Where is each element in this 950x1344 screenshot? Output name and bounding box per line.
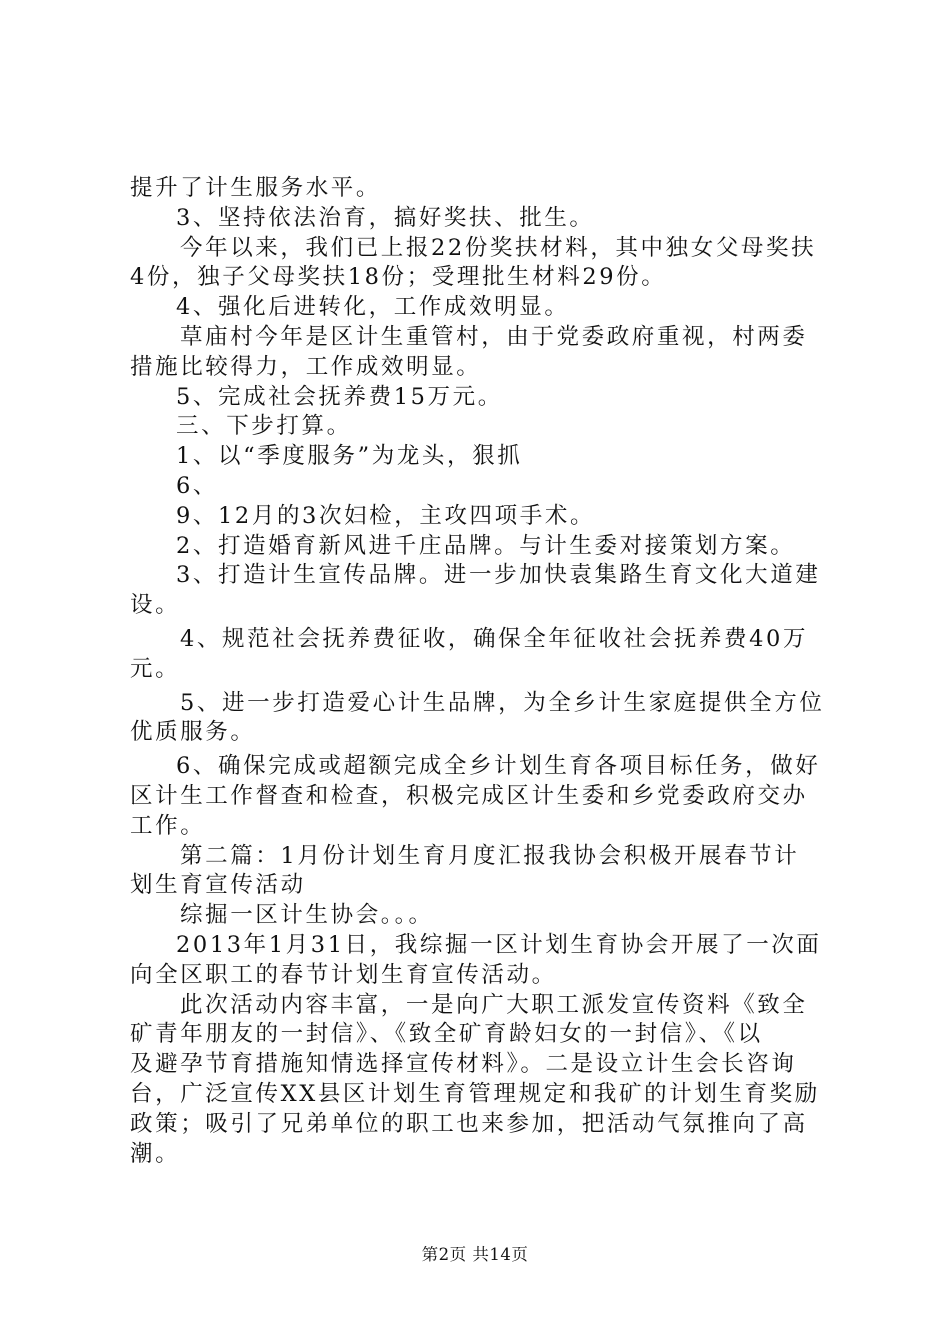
text-line: 3、打造计生宣传品牌。进一步加快袁集路生育文化大道建 [176,562,821,589]
text-line: 政策；吸引了兄弟单位的职工也来参加，把活动气氛推向了高 [130,1110,808,1137]
page-footer: 第2页 共14页 [421,1245,529,1264]
text-line: 此次活动内容丰富，一是向广大职工派发宣传资料《致全 [180,991,808,1018]
text-line: 3、坚持依法治育，搞好奖扶、批生。 [176,204,595,231]
text-line: 台，广泛宣传XX县区计划生育管理规定和我矿的计划生育奖励 [130,1080,820,1107]
text-line: 综掘一区计生协会。。。 [180,902,434,929]
text-line: 6、 [176,472,219,499]
text-line: 2、打造婚育新风进千庄品牌。与计生委对接策划方案。 [176,532,796,559]
text-line: 优质服务。 [130,719,256,746]
text-line: 5、完成社会抚养费15万元。 [176,383,503,410]
text-line: 元。 [130,655,181,682]
text-line: 5、进一步打造爱心计生品牌，为全乡计生家庭提供全方位 [180,689,825,716]
text-line: 6、确保完成或超额完成全乡计划生育各项目标任务，做好 [176,753,821,780]
text-line: 区计生工作督查和检查，积极完成区计生委和乡党委政府交办 [130,782,808,809]
text-line: 4、强化后进转化，工作成效明显。 [176,294,570,321]
text-line: 矿青年朋友的一封信》、《致全矿育龄妇女的一封信》、《以 [130,1021,763,1048]
text-line: 2013年1月31日，我综掘一区计划生育协会开展了一次面 [176,931,822,958]
text-line: 措施比较得力，工作成效明显。 [130,353,482,380]
text-line: 草庙村今年是区计生重管村，由于党委政府重视，村两委 [180,323,808,350]
text-line: 今年以来，我们已上报22份奖扶材料，其中独女父母奖扶 [180,234,817,261]
text-line: 提升了计生服务水平。 [130,175,382,201]
text-line: 工作。 [130,812,206,839]
text-line: 4、规范社会抚养费征收，确保全年征收社会抚养费40万 [180,625,809,652]
text-line: 9、12月的3次妇检，主攻四项手术。 [176,502,596,529]
text-line: 设。 [130,592,181,619]
text-line: 1、以“季度服务”为龙头，狠抓 [176,443,523,470]
section-heading: 划生育宣传活动 [130,872,306,899]
text-line: 及避孕节育措施知情选择宣传材料》。二是设立计生会长咨询 [130,1051,797,1078]
document-body [130,174,830,1169]
text-line: 三、下步打算。 [176,413,352,440]
text-line: 4份，独子父母奖扶18份；受理批生材料29份。 [130,264,667,291]
text-line: 向全区职工的春节计划生育宣传活动。 [130,961,557,988]
section-heading: 第二篇：1月份计划生育月度汇报我协会积极开展春节计 [180,842,800,869]
text-line: 潮。 [130,1140,181,1167]
